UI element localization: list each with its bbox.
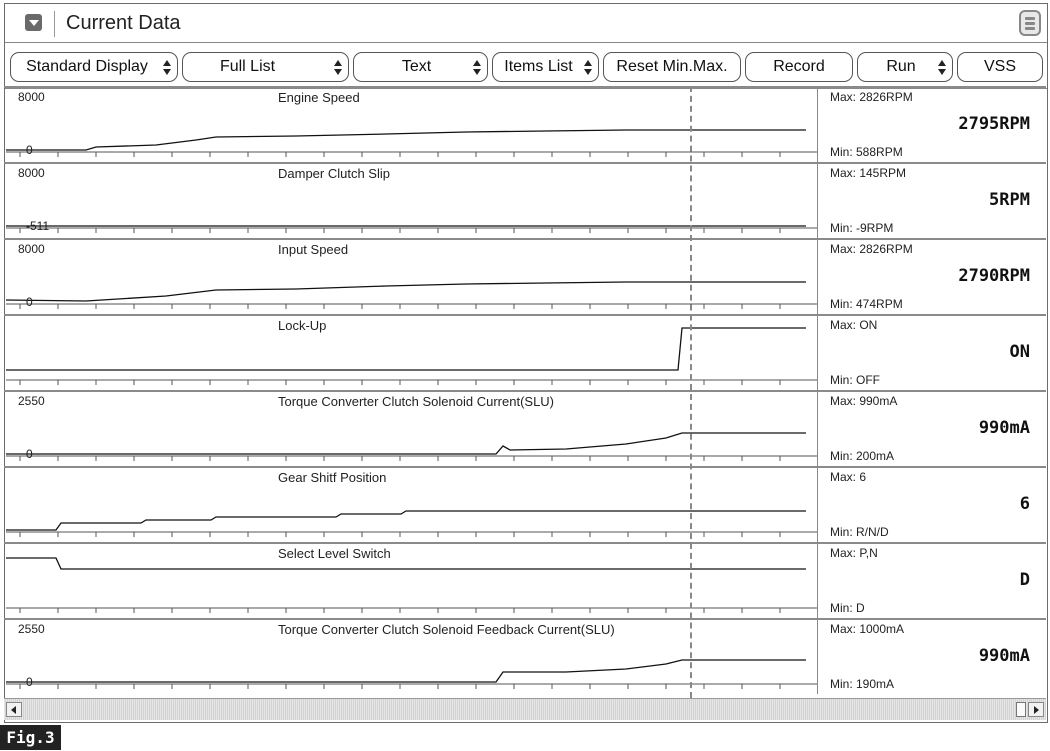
run-select[interactable]	[857, 52, 953, 82]
graph-plot[interactable]	[6, 240, 818, 314]
max-value: Max: ON	[830, 318, 878, 332]
graph-plot[interactable]	[6, 164, 818, 238]
graph-plot[interactable]	[6, 88, 818, 162]
graph-name: Torque Converter Clutch Solenoid Current(SLU)	[278, 394, 555, 409]
graph-value-panel	[824, 468, 1046, 542]
graph-ymax-label: 2550	[18, 394, 45, 408]
record-label: Record	[773, 58, 825, 75]
max-value: Max: 2826RPM	[830, 242, 913, 256]
current-value: 2795RPM	[958, 114, 1030, 134]
scroll-left-icon[interactable]	[6, 702, 22, 717]
graph-plot[interactable]	[6, 392, 818, 466]
min-value: Min: 200mA	[830, 449, 895, 463]
text-select[interactable]	[353, 52, 488, 82]
graph-plot[interactable]	[6, 544, 818, 618]
current-value: ON	[1009, 342, 1030, 362]
current-value: 2790RPM	[958, 266, 1030, 286]
graph-name: Engine Speed	[278, 90, 360, 105]
graph-value-panel	[824, 392, 1046, 466]
graph-row[interactable]	[4, 162, 1046, 238]
graph-value-panel	[824, 164, 1046, 238]
menu-icon[interactable]	[1019, 10, 1041, 36]
window-title: Current Data	[66, 12, 181, 34]
graph-svg	[6, 88, 818, 162]
select-arrows-icon	[938, 60, 946, 75]
toolbar	[5, 43, 1047, 89]
graph-row[interactable]	[4, 466, 1046, 542]
graph-row[interactable]	[4, 390, 1046, 466]
current-value: 990mA	[978, 418, 1030, 438]
graph-name: Select Level Switch	[278, 546, 391, 561]
graph-row[interactable]	[4, 314, 1046, 390]
items-list-select[interactable]	[492, 52, 599, 82]
max-value: Max: 145RPM	[830, 166, 907, 180]
min-value: Min: 474RPM	[830, 297, 903, 311]
graph-ymax-label: 8000	[18, 242, 45, 256]
reset-min-max-label: Reset Min.Max.	[616, 58, 728, 75]
graph-trace	[6, 433, 806, 454]
select-arrows-icon	[334, 60, 342, 75]
min-value: Min: -9RPM	[830, 221, 894, 235]
title-bar	[5, 4, 1047, 43]
max-value: Max: P,N	[830, 546, 878, 560]
standard-display-select[interactable]	[10, 52, 178, 82]
graph-trace	[6, 130, 806, 150]
max-value: Max: 1000mA	[830, 622, 905, 636]
min-value: Min: OFF	[830, 373, 880, 387]
reset-min-max-button[interactable]	[603, 52, 741, 82]
graph-name: Damper Clutch Slip	[278, 166, 390, 181]
graph-plot[interactable]	[6, 468, 818, 542]
graph-trace	[6, 511, 806, 530]
graph-trace	[6, 282, 806, 301]
graph-ymin-label: 0	[26, 295, 33, 309]
graph-svg	[6, 164, 818, 238]
graph-svg	[6, 468, 818, 542]
title-divider	[54, 11, 55, 37]
figure-label: Fig.3	[0, 725, 61, 750]
vss-button[interactable]	[957, 52, 1043, 82]
max-value: Max: 6	[830, 470, 867, 484]
full-list-label: Full List	[219, 58, 276, 75]
graph-name: Torque Converter Clutch Solenoid Feedback Current(SLU)	[278, 622, 615, 637]
items-list-label: Items List	[504, 58, 573, 75]
graph-value-panel	[824, 240, 1046, 314]
record-button[interactable]	[745, 52, 853, 82]
min-value: Min: D	[830, 601, 865, 615]
graph-row[interactable]	[4, 618, 1046, 694]
min-value: Min: 588RPM	[830, 145, 903, 159]
graph-name: Gear Shitf Position	[278, 470, 387, 485]
select-arrows-icon	[584, 60, 592, 75]
graph-ymin-label: 0	[26, 143, 33, 157]
graph-name: Lock-Up	[278, 318, 327, 333]
graph-row[interactable]	[4, 542, 1046, 618]
current-value: 5RPM	[989, 190, 1030, 210]
graph-value-panel	[824, 544, 1046, 618]
graph-trace	[6, 328, 806, 370]
current-value: D	[1019, 570, 1030, 590]
run-label: Run	[886, 58, 916, 75]
graph-ymax-label: 2550	[18, 622, 45, 636]
text-label: Text	[401, 58, 432, 75]
min-value: Min: R/N/D	[830, 525, 889, 539]
graph-ymax-label: 8000	[18, 166, 45, 180]
standard-display-label: Standard Display	[26, 58, 148, 75]
graph-plot[interactable]	[6, 620, 818, 694]
current-value: 6	[1019, 494, 1030, 514]
graph-row[interactable]	[4, 86, 1046, 162]
min-value: Min: 190mA	[830, 677, 895, 691]
select-arrows-icon	[163, 60, 171, 75]
full-list-select[interactable]	[182, 52, 349, 82]
graph-ymin-label: -511	[26, 219, 50, 233]
graph-name: Input Speed	[278, 242, 349, 257]
graph-ymin-label: 0	[26, 447, 33, 461]
graph-svg	[6, 316, 818, 390]
current-value: 990mA	[978, 646, 1030, 666]
graph-trace	[6, 660, 806, 682]
graph-ymin-label: 0	[26, 675, 33, 689]
time-cursor-line[interactable]	[690, 86, 692, 698]
select-arrows-icon	[473, 60, 481, 75]
graph-value-panel	[824, 88, 1046, 162]
max-value: Max: 2826RPM	[830, 90, 913, 104]
vss-label: VSS	[983, 58, 1016, 75]
graph-svg	[6, 544, 818, 618]
max-value: Max: 990mA	[830, 394, 898, 408]
graph-svg	[6, 240, 818, 314]
graph-value-panel	[824, 620, 1046, 694]
graph-row[interactable]	[4, 238, 1046, 314]
graph-plot[interactable]	[6, 316, 818, 390]
graph-value-panel	[824, 316, 1046, 390]
scroll-right-icon[interactable]	[1028, 702, 1044, 717]
graph-list	[4, 86, 1046, 698]
horizontal-scrollbar[interactable]	[4, 698, 1046, 720]
collapse-icon[interactable]	[25, 14, 42, 31]
scroll-thumb[interactable]	[1016, 702, 1026, 717]
graph-ymax-label: 8000	[18, 90, 45, 104]
graph-trace	[6, 558, 806, 569]
